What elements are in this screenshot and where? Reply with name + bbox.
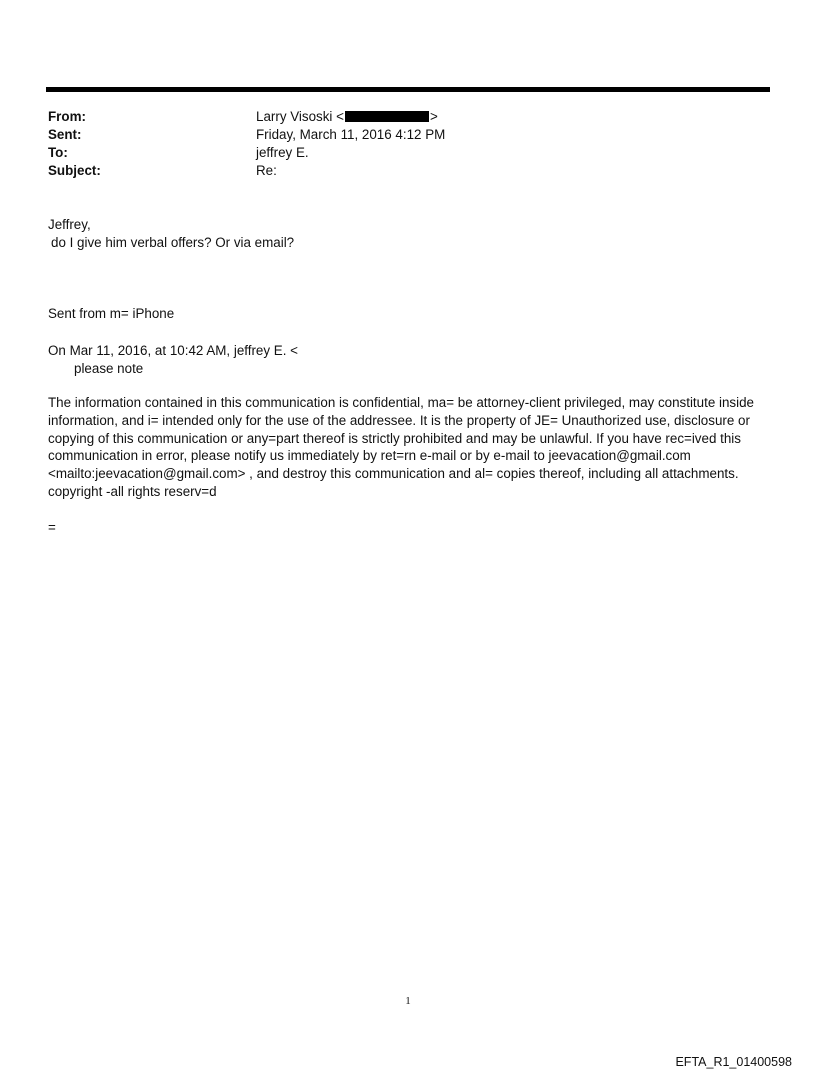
- quoted-note: please note: [74, 361, 144, 376]
- confidentiality-disclaimer: The information contained in this communication is confidential, ma= be attorney-client privileged, may constitute inside information, and i= intended only for the use of the addressee. It is the property of JE= Unauthorized use, disclosure or copying of this communication or any=part thereof is strictly prohibited and may be unlawful. If you have rec=ived this communication in error, please notify us immediately by ret=rn e-mail or by e-mail to jeevacation@gmail.com <mailto:jeevacation@gmail.com> , and destroy this communication and al= copies thereof, including all attachments. copyright -all rights reserv=d: [48, 395, 754, 499]
- header-divider: [46, 87, 770, 92]
- from-name: Larry Visoski <: [256, 109, 344, 124]
- email-header: [48, 108, 748, 180]
- sent-label: Sent:: [48, 127, 82, 142]
- sent-row: [48, 126, 748, 144]
- from-close: >: [429, 109, 438, 124]
- from-row: [48, 108, 748, 126]
- question-text: do I give him verbal offers? Or via email?: [51, 235, 295, 250]
- greeting: Jeffrey,: [48, 217, 91, 232]
- sent-value: Friday, March 11, 2016 4:12 PM: [256, 127, 446, 142]
- to-label: To:: [48, 145, 68, 160]
- sent-from-signature: Sent from m= iPhone: [48, 306, 175, 321]
- document-id: EFTA_R1_01400598: [675, 1055, 792, 1069]
- subject-label: Subject:: [48, 163, 101, 178]
- to-value: jeffrey E.: [256, 145, 309, 160]
- subject-row: [48, 162, 748, 180]
- quoted-intro: On Mar 11, 2016, at 10:42 AM, jeffrey E. <: [48, 343, 298, 358]
- from-label: From:: [48, 109, 86, 124]
- subject-value: Re:: [256, 163, 277, 178]
- trailing-mark: =: [48, 520, 56, 535]
- to-row: [48, 144, 748, 162]
- from-value: [256, 108, 748, 126]
- page-number: 1: [405, 995, 411, 1007]
- redacted-email: [345, 111, 429, 122]
